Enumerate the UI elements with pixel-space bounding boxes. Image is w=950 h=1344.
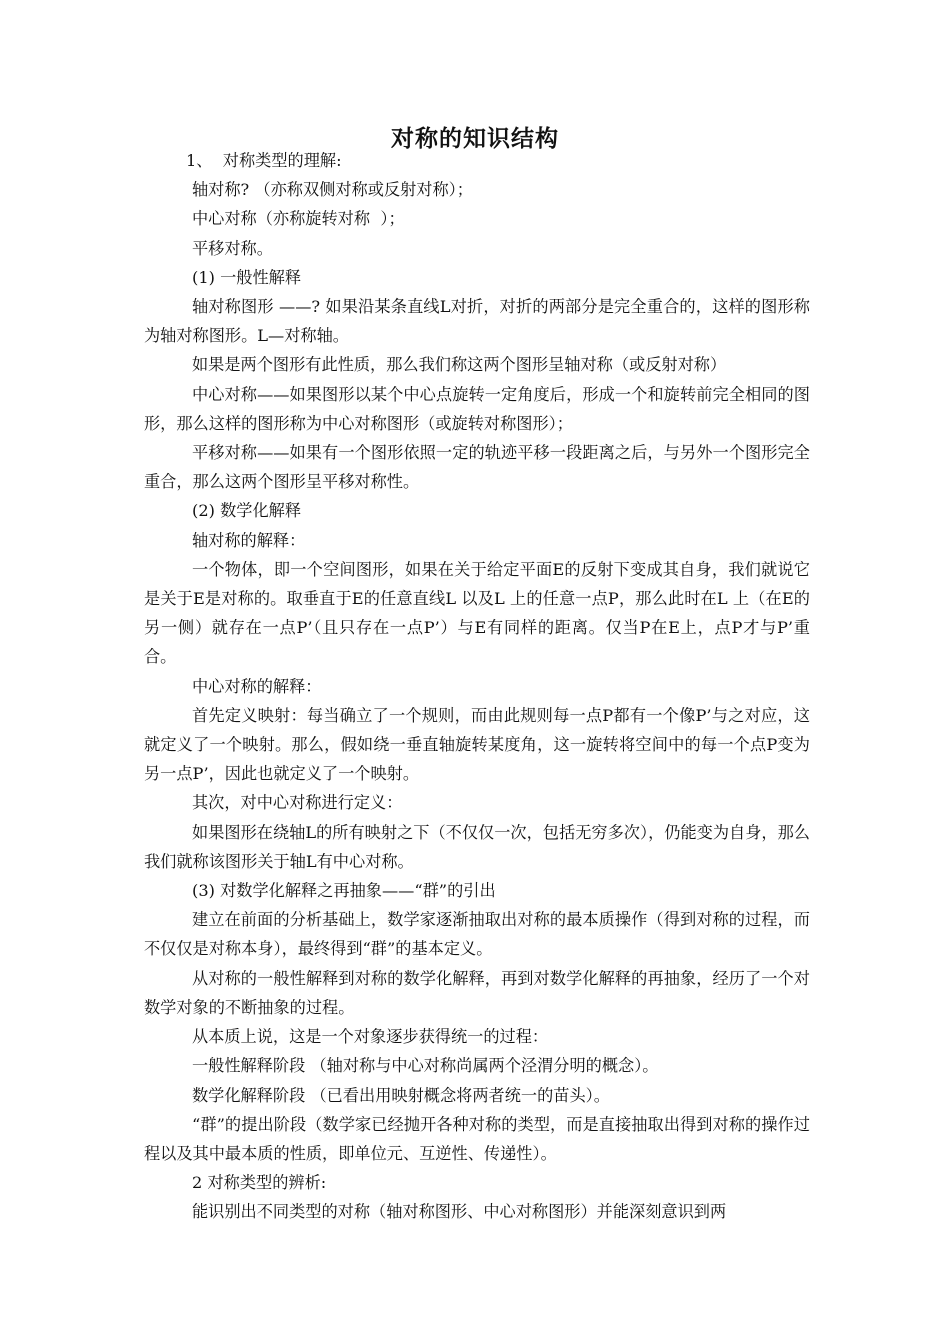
document-body [144,146,810,1227]
subsection-heading: (1) 一般性解释 [192,267,302,287]
paragraph: 轴对称? （亦称双侧对称或反射对称）； [192,180,473,200]
paragraph: 从本质上说，这是一个对象逐步获得统一的过程： [192,1027,549,1047]
paragraph: 如果图形在绕轴L的所有映射之下（不仅仅一次，包括无穷多次），仍能变为自身，那么我们就称该图形关于轴L有中心对称。 [144,822,810,871]
paragraph: “群”的提出阶段（数学家已经抛开各种对称的类型，而是直接抽取出得到对称的操作过程以及其中最本质的性质，即单位元、互逆性、传递性）。 [144,1114,810,1163]
paragraph: 首先定义映射：每当确立了一个规则，而由此规则每一点P都有一个像P’与之对应，这就定义了一个映射。那么，假如绕一垂直轴旋转某度角，这一旋转将空间中的每一个点P变为另一点P’，因此也就定义了一个映射。 [144,705,810,784]
paragraph: 其次，对中心对称进行定义： [192,793,403,813]
document-title: 对称的知识结构 [391,126,559,152]
paragraph: 平移对称——如果有一个图形依照一定的轨迹平移一段距离之后，与另外一个图形完全重合，那么这两个图形呈平移对称性。 [144,443,810,492]
paragraph: 中心对称——如果图形以某个中心点旋转一定角度后，形成一个和旋转前完全相同的图形，那么这样的图形称为中心对称图形（或旋转对称图形）； [144,384,810,433]
paragraph: 一个物体，即一个空间图形，如果在关于给定平面E的反射下变成其自身，我们就说它是关于E是对称的。取垂直于E的任意直线L 以及L 上的任意一点P，那么此时在L 上（在E的另一侧）就存在一点P’（且只存在一点P’）与E有同样的距离。仅当P在E上，点P才与P’重合。 [144,559,810,667]
paragraph: 轴对称的解释： [192,530,306,550]
paragraph: 数学化解释阶段 （已看出用映射概念将两者统一的苗头）。 [192,1085,610,1105]
section-heading: 2 对称类型的辨析: [192,1173,327,1193]
paragraph: 一般性解释阶段 （轴对称与中心对称尚属两个泾渭分明的概念）。 [192,1056,659,1076]
paragraph: 中心对称的解释： [192,676,322,696]
paragraph: 平移对称。 [192,238,273,258]
subsection-heading: (2) 数学化解释 [192,501,302,521]
section-heading: 1、 对称类型的理解: [186,151,342,170]
paragraph: 如果是两个图形有此性质，那么我们称这两个图形呈轴对称（或反射对称） [192,355,727,375]
subsection-heading: (3) 对数学化解释之再抽象——“群”的引出 [192,881,496,901]
paragraph: 轴对称图形 ——? 如果沿某条直线L对折，对折的两部分是完全重合的，这样的图形称为轴对称图形。L—对称轴。 [144,297,810,346]
paragraph: 能识别出不同类型的对称（轴对称图形、中心对称图形）并能深刻意识到两 [192,1202,727,1222]
paragraph: 中心对称（亦称旋转对称 ）； [192,209,405,229]
paragraph: 建立在前面的分析基础上，数学家逐渐抽取出对称的最本质操作（得到对称的过程，而不仅仅是对称本身），最终得到“群”的基本定义。 [144,910,810,959]
paragraph: 从对称的一般性解释到对称的数学化解释，再到对数学化解释的再抽象，经历了一个对数学对象的不断抽象的过程。 [144,968,810,1017]
